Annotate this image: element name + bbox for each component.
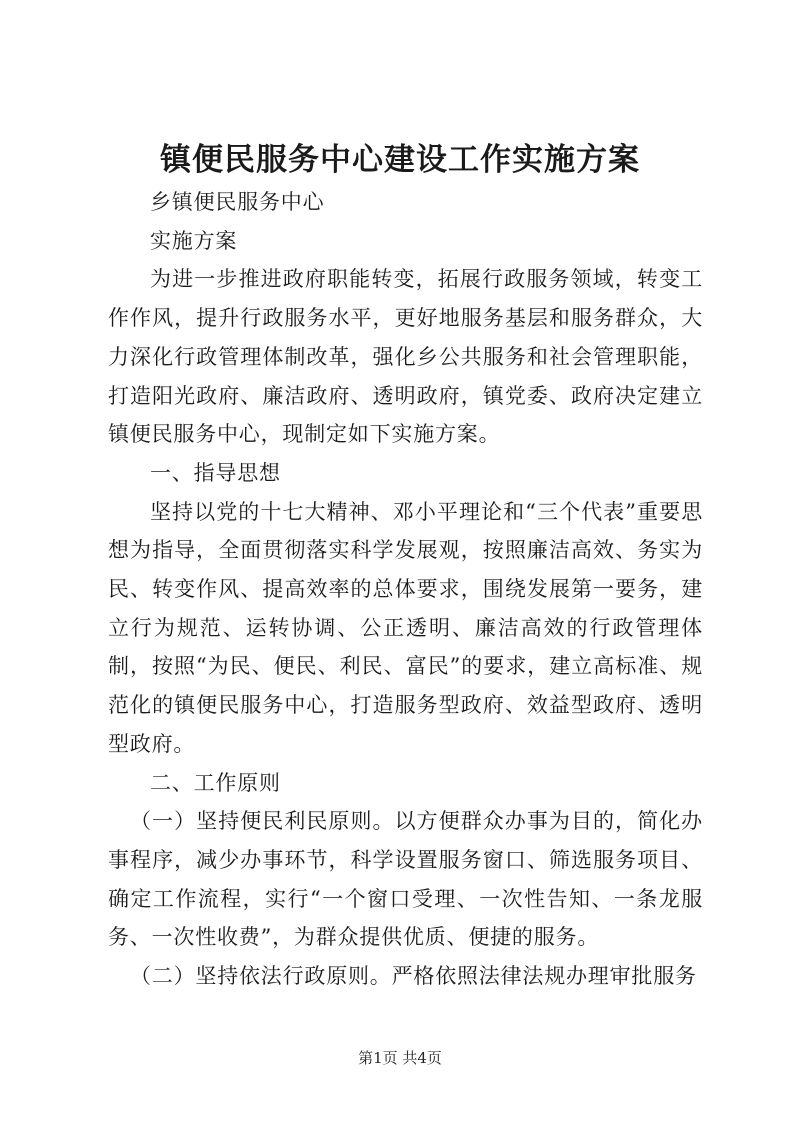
document-body bbox=[108, 183, 703, 996]
paragraph-guiding-thought: 坚持以党的十七大精神、邓小平理论和“三个代表”重要思想为指导，全面贯彻落实科学发展观，按照廉洁高效、务实为民、转变作风、提高效率的总体要求，围绕发展第一要务，建立行为规范、运转协调、公正透明、廉洁高效的行政管理体制，按照“为民、便民、利民、富民”的要求，建立高标准、规范化的镇便民服务中心，打造服务型政府、效益型政府、透明型政府。 bbox=[108, 499, 703, 756]
section-heading-work-principles: 二、工作原则 bbox=[150, 770, 281, 795]
paragraph-subtitle-2: 实施方案 bbox=[150, 228, 238, 253]
document-title: 镇便民服务中心建设工作实施方案 bbox=[160, 142, 640, 178]
page-number-footer: 第1页 共4页 bbox=[358, 1049, 442, 1067]
section-heading-guiding-thought: 一、指导思想 bbox=[150, 460, 281, 485]
paragraph-principle-2: （二）坚持依法行政原则。严格依照法律法规办理审批服务 bbox=[130, 964, 697, 989]
paragraph-subtitle-1: 乡镇便民服务中心 bbox=[150, 190, 325, 214]
paragraph-intro: 为进一步推进政府职能转变，拓展行政服务领域，转变工作作风，提升行政服务水平，更好地服务基层和服务群众，大力深化行政管理体制改革，强化乡公共服务和社会管理职能，打造阳光政府、廉洁政府、透明政府，镇党委、政府决定建立镇便民服务中心，现制定如下实施方案。 bbox=[108, 267, 703, 447]
paragraph-principle-1: （一）坚持便民利民原则。以方便群众办事为目的，简化办事程序，减少办事环节，科学设置服务窗口、筛选服务项目、确定工作流程，实行“一个窗口受理、一次性告知、一条龙服务、一次性收费”，为群众提供优质、便捷的服务。 bbox=[108, 809, 703, 950]
